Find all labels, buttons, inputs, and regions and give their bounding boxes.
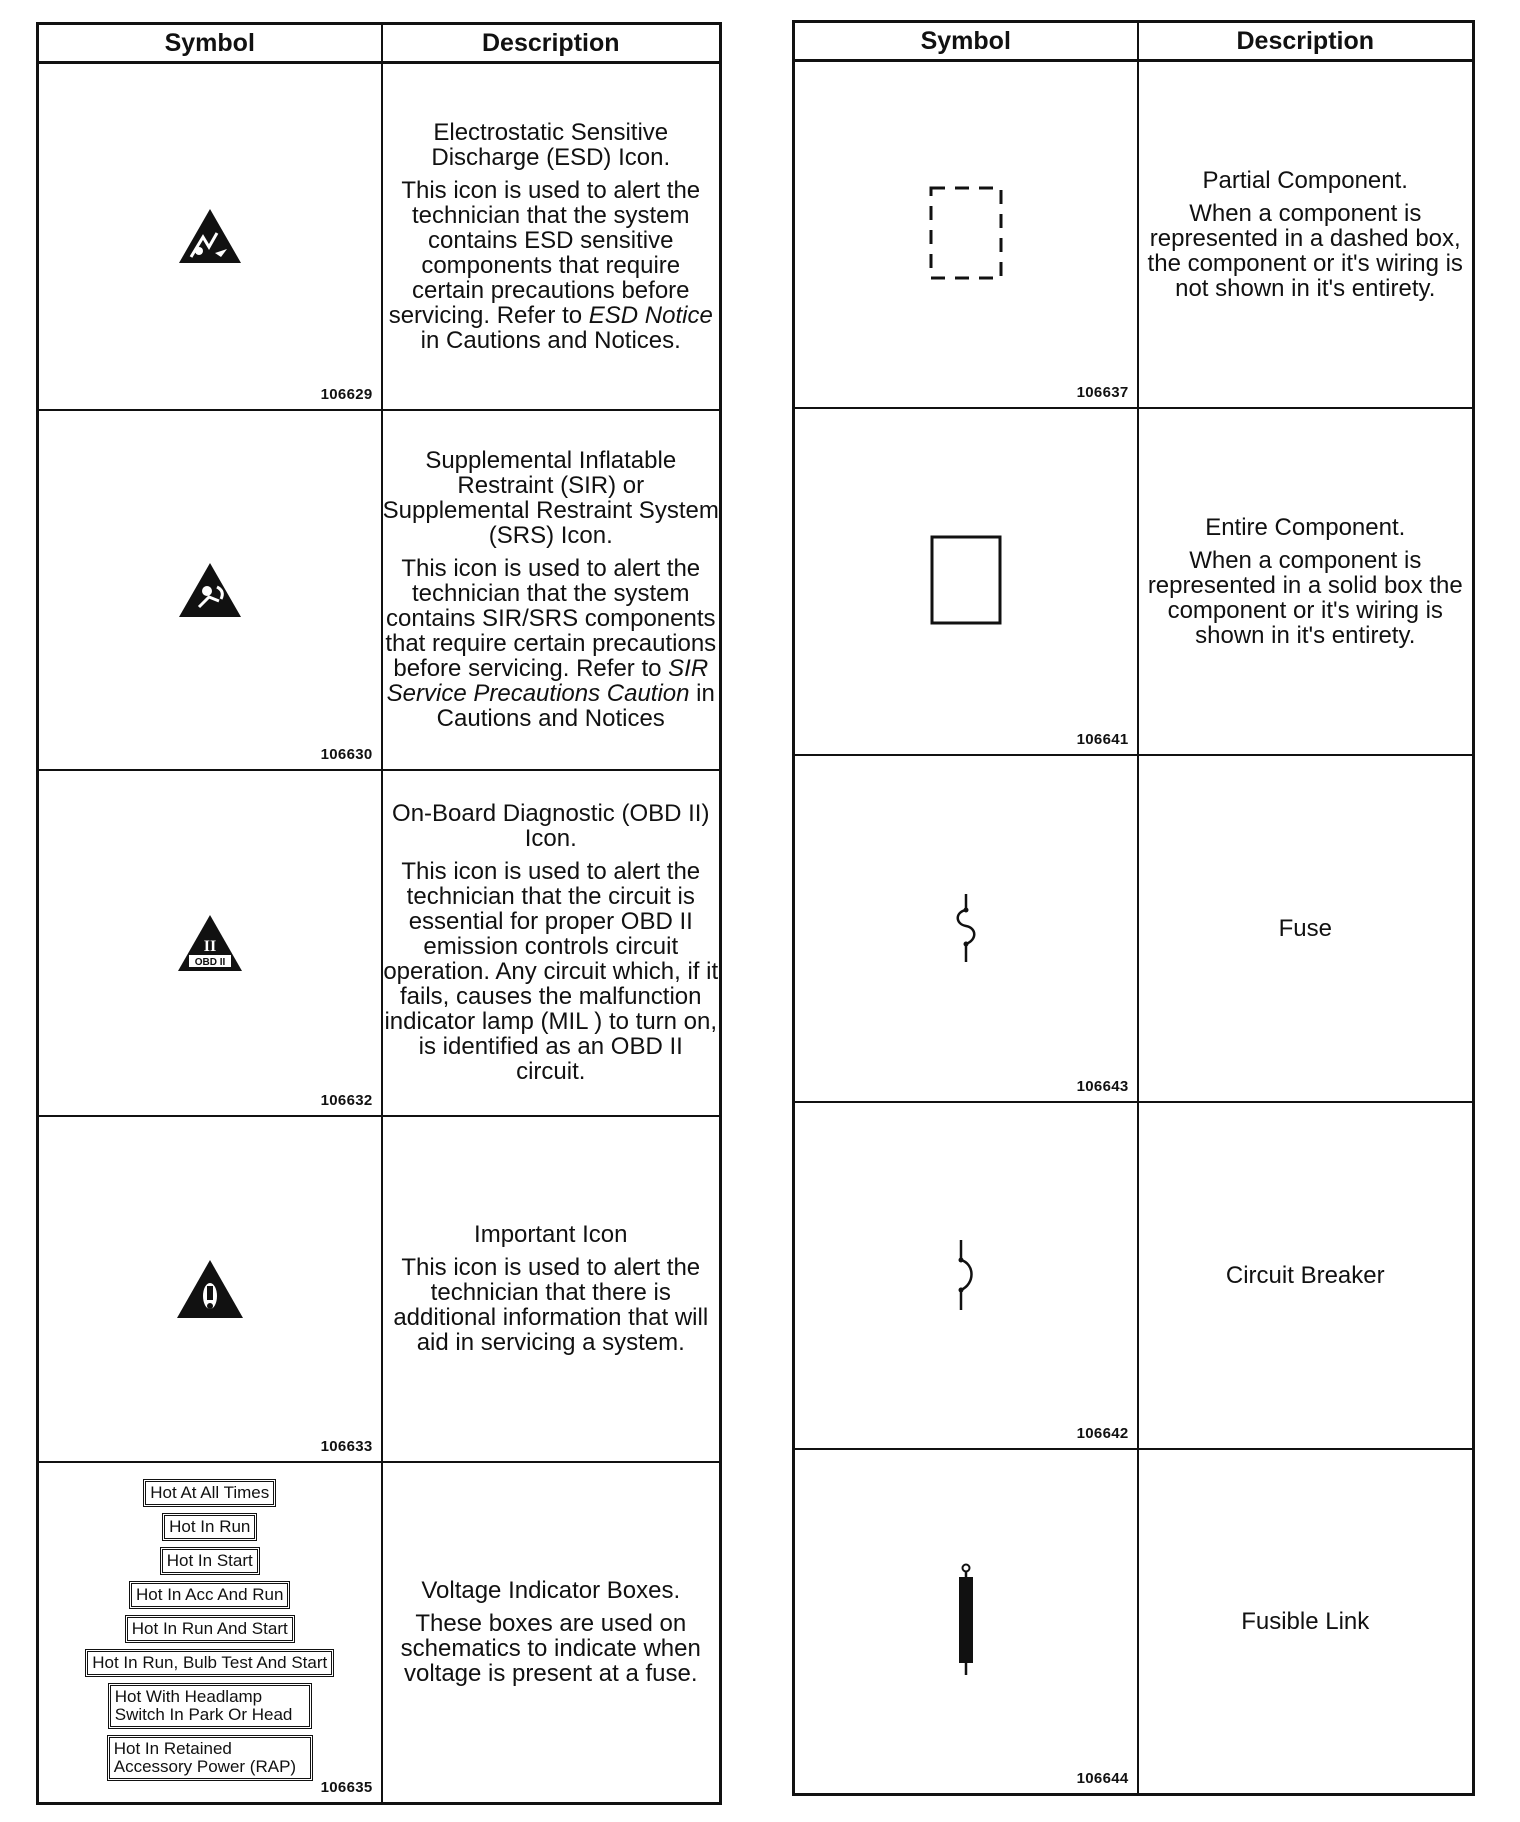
symbol-cell xyxy=(38,770,382,1116)
circuit-breaker-symbol xyxy=(951,1238,981,1312)
figure-number: 106630 xyxy=(320,745,373,763)
figure-number: 106641 xyxy=(1076,730,1129,748)
description-cell xyxy=(382,770,721,1116)
voltage-box: Hot In Run xyxy=(162,1513,257,1541)
description-body: These boxes are used on schematics to indicate when voltage is present at a fuse. xyxy=(400,1610,701,1688)
description-cell xyxy=(1138,755,1474,1102)
description-cell xyxy=(1138,1449,1474,1795)
description-column-header: Description xyxy=(382,24,721,63)
description-cell xyxy=(382,63,721,410)
figure-number: 106632 xyxy=(320,1091,373,1109)
description-title: Important Icon xyxy=(474,1221,628,1248)
svg-text:II: II xyxy=(203,937,216,955)
table-row xyxy=(794,61,1474,408)
description-body: This icon is used to alert the technician that there is additional information that will aid in servicing a system. xyxy=(393,1254,709,1356)
symbol-cell xyxy=(794,1102,1138,1449)
description-title: Entire Component. xyxy=(1205,513,1406,541)
symbol-cell xyxy=(38,1462,382,1804)
voltage-indicator-boxes xyxy=(39,1479,381,1781)
fuse-symbol xyxy=(951,892,981,964)
voltage-box: Hot At All Times xyxy=(143,1479,276,1507)
symbol-cell xyxy=(794,408,1138,755)
figure-number: 106637 xyxy=(1076,383,1129,401)
voltage-box: Hot In Start xyxy=(160,1547,260,1575)
symbol-cell xyxy=(794,1449,1138,1795)
important-icon xyxy=(175,1258,245,1320)
sir-srs-icon xyxy=(177,561,243,619)
figure-number: 106642 xyxy=(1076,1424,1129,1442)
description-cell xyxy=(1138,408,1474,755)
figure-number: 106644 xyxy=(1076,1770,1129,1787)
description-body: When a component is represented in a dashed box, the component or it's wiring is not shown in it's entirety. xyxy=(1147,199,1463,302)
svg-text:OBD II: OBD II xyxy=(194,956,226,968)
description-body: This icon is used to alert the technician that the system contains SIR/SRS components that require certain precautions before servicing. Refer to SIR Service Precautions Caution in Cautions and Notices xyxy=(385,555,717,732)
partial-component-dashed-box xyxy=(927,184,1005,284)
description-cell xyxy=(382,1116,721,1462)
voltage-box: Hot In Retained Accessory Power (RAP) xyxy=(107,1735,313,1781)
table-header-row xyxy=(794,22,1474,61)
symbol-cell xyxy=(794,61,1138,408)
obd-ii-icon xyxy=(176,913,244,973)
table-row xyxy=(38,1462,721,1804)
figure-number: 106643 xyxy=(1076,1077,1129,1095)
symbol-cell xyxy=(38,1116,382,1462)
symbol-table-right xyxy=(792,20,1475,1796)
voltage-box: Hot With Headlamp Switch In Park Or Head xyxy=(108,1683,312,1729)
fusible-link-symbol xyxy=(954,1563,978,1679)
table-row xyxy=(38,1116,721,1462)
table-row xyxy=(38,410,721,770)
description-cell xyxy=(382,410,721,770)
symbol-cell xyxy=(38,410,382,770)
entire-component-solid-box xyxy=(928,533,1004,629)
table-row xyxy=(38,770,721,1116)
table-row xyxy=(794,755,1474,1102)
table-row xyxy=(794,1449,1474,1795)
table-row xyxy=(794,408,1474,755)
description-title: Circuit Breaker xyxy=(1225,1261,1385,1289)
description-title: Supplemental Inflatable Restraint (SIR) or Supplemental Restraint System (SRS) Icon. xyxy=(382,447,719,549)
description-body: When a component is represented in a solid box the component or it's wiring is shown in it's entirety. xyxy=(1147,546,1463,649)
symbol-column-header: Symbol xyxy=(38,24,382,63)
description-cell xyxy=(1138,61,1474,408)
description-title: Fusible Link xyxy=(1241,1607,1370,1635)
table-header-row xyxy=(38,24,721,63)
figure-number: 106635 xyxy=(320,1779,373,1796)
description-title: Voltage Indicator Boxes. xyxy=(421,1577,681,1605)
symbol-cell xyxy=(794,755,1138,1102)
voltage-box: Hot In Run And Start xyxy=(125,1615,295,1643)
voltage-box: Hot In Acc And Run xyxy=(129,1581,290,1609)
symbol-column-header: Symbol xyxy=(794,22,1138,61)
description-title: Fuse xyxy=(1278,914,1332,942)
description-title: Partial Component. xyxy=(1202,166,1408,194)
figure-number: 106629 xyxy=(320,385,373,403)
description-title: On-Board Diagnostic (OBD II) Icon. xyxy=(392,800,710,852)
description-cell xyxy=(1138,1102,1474,1449)
description-body: This icon is used to alert the technician that the circuit is essential for proper OBD II emission controls circuit operation. Any circuit which, if it fails, causes the malfunction indicator lamp (MIL ) to turn on, is identified as an OBD II circuit. xyxy=(383,858,719,1085)
description-column-header: Description xyxy=(1138,22,1474,61)
table-row xyxy=(794,1102,1474,1449)
figure-number: 106633 xyxy=(320,1437,373,1455)
symbol-table-left xyxy=(36,22,722,1805)
description-cell xyxy=(382,1462,721,1804)
description-body: This icon is used to alert the technician that the system contains ESD sensitive components that require certain precautions before servicing. Refer to ESD Notice in Cautions and Notices. xyxy=(388,176,713,354)
description-title: Electrostatic Sensitive Discharge (ESD) Icon. xyxy=(431,118,671,171)
esd-icon xyxy=(177,207,243,265)
symbol-cell xyxy=(38,63,382,410)
table-row xyxy=(38,63,721,410)
voltage-box: Hot In Run, Bulb Test And Start xyxy=(85,1649,334,1677)
